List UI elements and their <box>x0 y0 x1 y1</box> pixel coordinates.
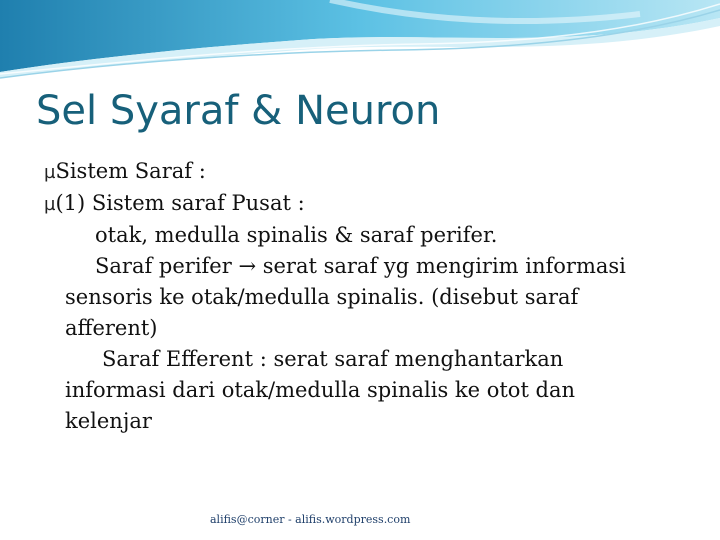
bullet-icon: µ <box>44 194 56 215</box>
bullet-item: µ(1) Sistem saraf Pusat : <box>44 191 305 215</box>
body-line: Saraf Efferent : serat saraf menghantarkan <box>102 347 564 371</box>
slide-title: Sel Syaraf & Neuron <box>36 88 441 134</box>
body-line: Saraf perifer → serat saraf yg mengirim informasi <box>95 254 626 278</box>
body-line: sensoris ke otak/medulla spinalis. (disebut saraf <box>65 285 579 309</box>
footer-credit: alifis@corner - alifis.wordpress.com <box>210 513 411 526</box>
bullet-icon: µ <box>44 162 56 183</box>
slide-body <box>44 156 684 437</box>
header-wave-decoration <box>0 0 720 100</box>
body-line: otak, medulla spinalis & saraf perifer. <box>95 223 498 247</box>
body-line: afferent) <box>65 316 158 340</box>
body-line: kelenjar <box>65 409 152 433</box>
body-line: informasi dari otak/medulla spinalis ke otot dan <box>65 378 576 402</box>
bullet-item: µSistem Saraf : <box>44 159 206 183</box>
